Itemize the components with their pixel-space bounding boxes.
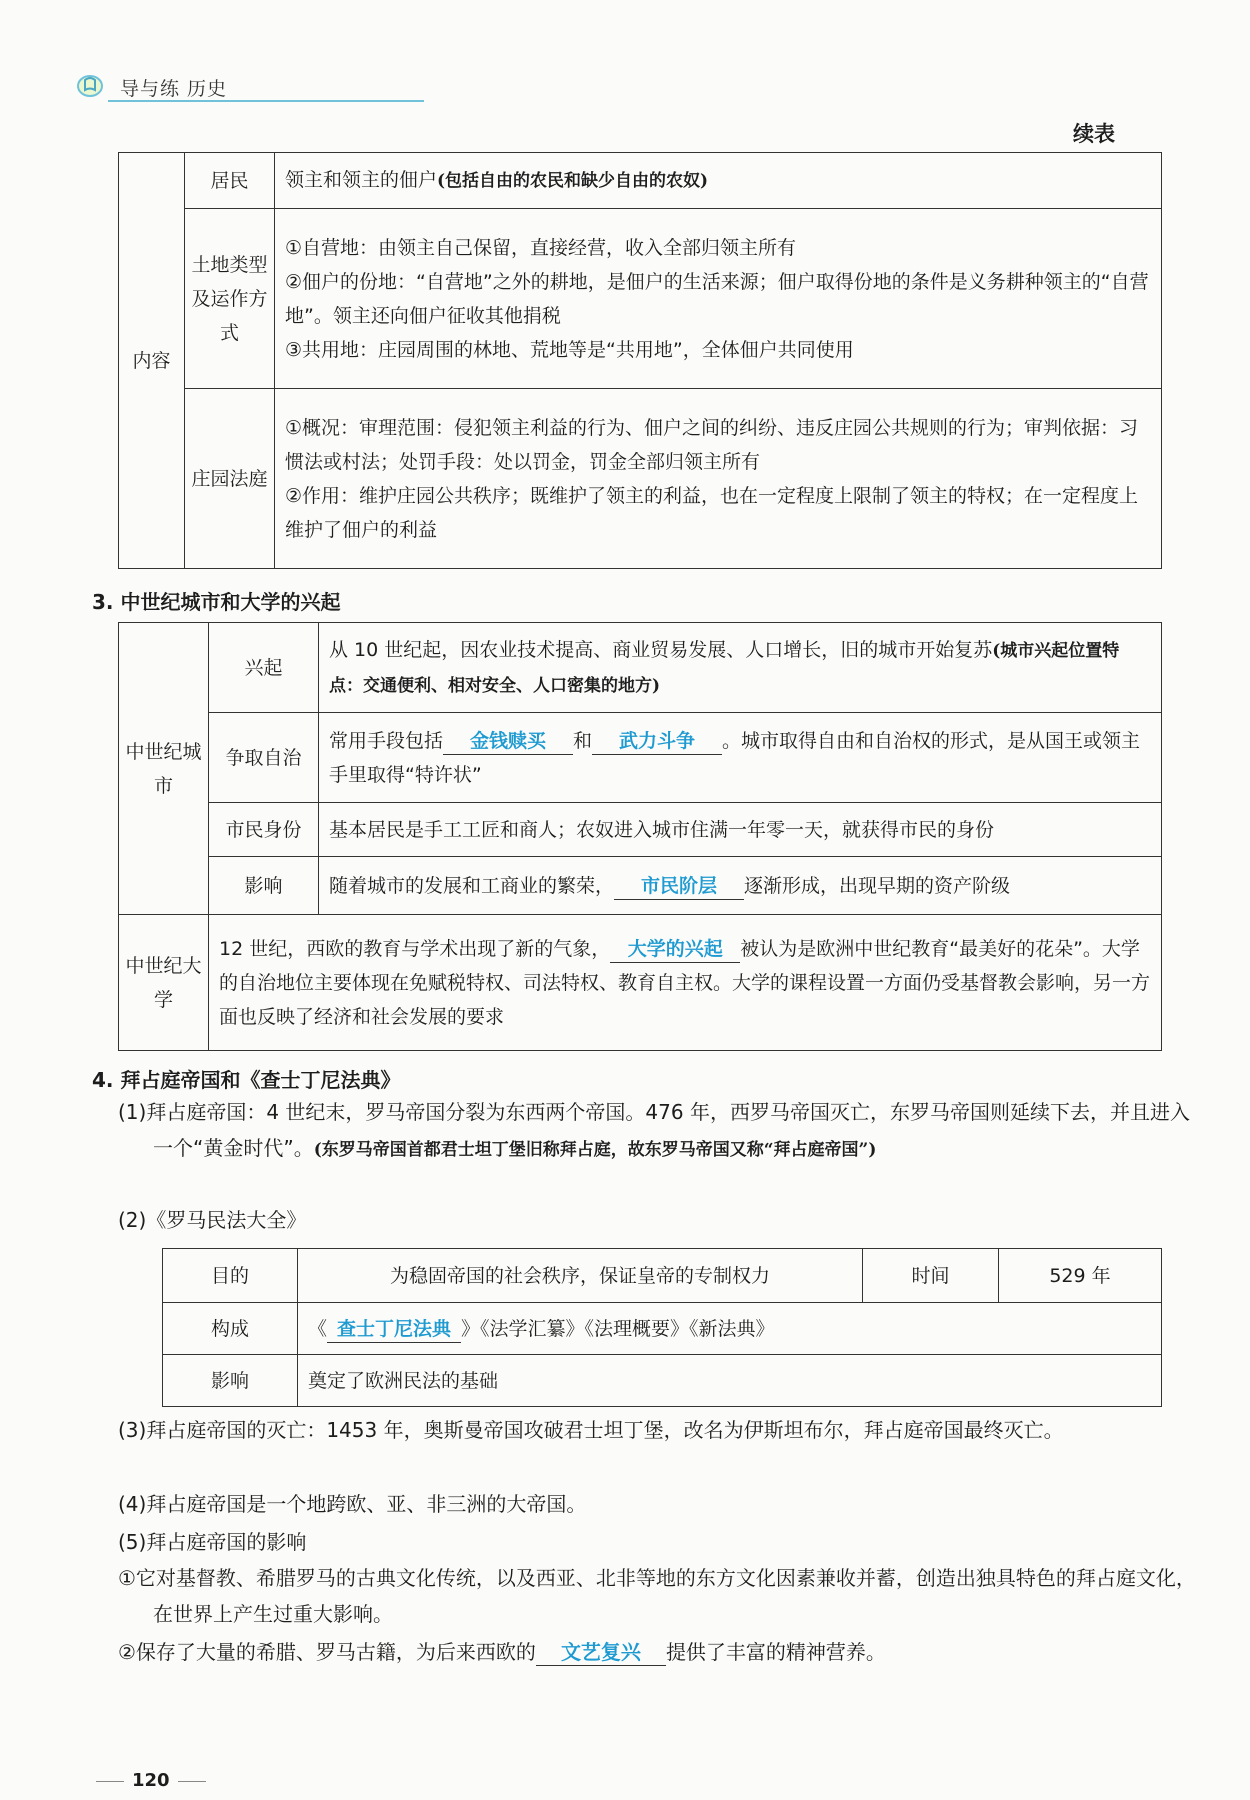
answer-blank: 查士丁尼法典 — [327, 1316, 461, 1343]
paragraph-7: ②保存了大量的希腊、罗马古籍，为后来西欧的 文艺复兴 提供了丰富的精神营养。 — [118, 1640, 886, 1664]
row-content-univ: 12 世纪，西欧的教育与学术出现了新的气象， 大学的兴起 被认为是欧洲中世纪教育“最美好的花朵”。大学的自治地位主要体现在免赋税特权、司法特权、教育自主权。大学的课程设置一方面仍受基督教会影响，另一方面也反映了经济和社会发展的要求 — [209, 915, 1162, 1051]
row-label-rise: 兴起 — [209, 623, 319, 713]
manor-table — [118, 152, 1162, 569]
row-label-court: 庄园法庭 — [185, 389, 275, 569]
univ-label: 中世纪大学 — [119, 915, 209, 1051]
civil-law-table — [162, 1248, 1162, 1407]
header-rule — [108, 100, 424, 102]
city-table — [118, 622, 1162, 1051]
paragraph-4: (4)拜占庭帝国是一个地跨欧、亚、非三洲的大帝国。 — [118, 1492, 587, 1516]
time-value: 529 年 — [999, 1249, 1162, 1303]
answer-blank: 市民阶层 — [614, 873, 744, 900]
row-label-autonomy: 争取自治 — [209, 713, 319, 803]
continued-label: 续表 — [1073, 122, 1115, 146]
row-label-influence: 影响 — [209, 857, 319, 915]
influence-label: 影响 — [163, 1355, 298, 1407]
purpose-value: 为稳固帝国的社会秩序，保证皇帝的专制权力 — [298, 1249, 863, 1303]
page-number: 120 — [88, 1770, 214, 1791]
paragraph-6: ①它对基督教、希腊罗马的古典文化传统，以及西亚、北非等地的东方文化因素兼收并蓄，创造出独具特色的拜占庭文化，在世界上产生过重大影响。 — [118, 1566, 1196, 1626]
city-label: 中世纪城市 — [119, 623, 209, 915]
paragraph-2: (2)《罗马民法大全》 — [118, 1208, 307, 1232]
row-content-land: ①自营地：由领主自己保留，直接经营，收入全部归领主所有 ②佃户的份地：“自营地”之外的耕地，是佃户的生活来源；佃户取得份地的条件是义务耕种领主的“自营地”。领主还向佃户征收其他捐税 ③共用地：庄园周围的林地、荒地等是“共用地”，全体佃户共同使用 — [275, 209, 1162, 389]
paragraph-3: (3)拜占庭帝国的灭亡：1453 年，奥斯曼帝国攻破君士坦丁堡，改名为伊斯坦布尔，拜占庭帝国最终灭亡。 — [118, 1418, 1064, 1442]
answer-blank: 文艺复兴 — [536, 1639, 666, 1666]
answer-blank: 金钱赎买 — [443, 728, 573, 755]
row-content-rise: 从 10 世纪起，因农业技术提高、商业贸易发展、人口增长，旧的城市开始复苏(城市兴起位置特点：交通便利、相对安全、人口密集的地方) — [319, 623, 1162, 713]
time-label: 时间 — [863, 1249, 999, 1303]
purpose-label: 目的 — [163, 1249, 298, 1303]
row-label-citizen: 市民身份 — [209, 803, 319, 857]
row-content-court: ①概况：审理范围：侵犯领主利益的行为、佃户之间的纠纷、违反庄园公共规则的行为；审判依据：习惯法或村法；处罚手段：处以罚金，罚金全部归领主所有 ②作用：维护庄园公共秩序；既维护了领主的利益，也在一定程度上限制了领主的特权；在一定程度上维护了佃户的利益 — [275, 389, 1162, 569]
section-4-title: 4. 拜占庭帝国和《查士丁尼法典》 — [92, 1068, 401, 1092]
paragraph-1: (1)拜占庭帝国：4 世纪末，罗马帝国分裂为东西两个帝国。476 年，西罗马帝国灭亡，东罗马帝国则延续下去，并且进入一个“黄金时代”。(东罗马帝国首都君士坦丁堡旧称拜占庭，故东罗马帝国又称“拜占庭帝国”) — [118, 1100, 1190, 1160]
row-content-autonomy: 常用手段包括 金钱赎买 和 武力斗争 。城市取得自由和自治权的形式，是从国王或领主手里取得“特许状” — [319, 713, 1162, 803]
compose-value: 《 查士丁尼法典 》《法学汇纂》《法理概要》《新法典》 — [298, 1303, 1162, 1355]
compose-label: 构成 — [163, 1303, 298, 1355]
answer-blank: 武力斗争 — [592, 728, 722, 755]
row-content-citizen: 基本居民是手工工匠和商人；农奴进入城市住满一年零一天，就获得市民的身份 — [319, 803, 1162, 857]
header-title: 导与练 历史 — [120, 78, 228, 100]
book-logo-icon — [76, 72, 104, 98]
answer-blank: 大学的兴起 — [610, 936, 740, 963]
row-content-residents: 领主和领主的佃户(包括自由的农民和缺少自由的农奴) — [275, 153, 1162, 209]
influence-value: 奠定了欧洲民法的基础 — [298, 1355, 1162, 1407]
table-outer-label: 内容 — [119, 153, 185, 569]
row-label-land: 土地类型及运作方式 — [185, 209, 275, 389]
row-label-residents: 居民 — [185, 153, 275, 209]
page-header — [72, 66, 424, 102]
paragraph-5: (5)拜占庭帝国的影响 — [118, 1530, 307, 1554]
row-content-influence: 随着城市的发展和工商业的繁荣， 市民阶层 逐渐形成，出现早期的资产阶级 — [319, 857, 1162, 915]
section-3-title: 3. 中世纪城市和大学的兴起 — [92, 590, 341, 614]
